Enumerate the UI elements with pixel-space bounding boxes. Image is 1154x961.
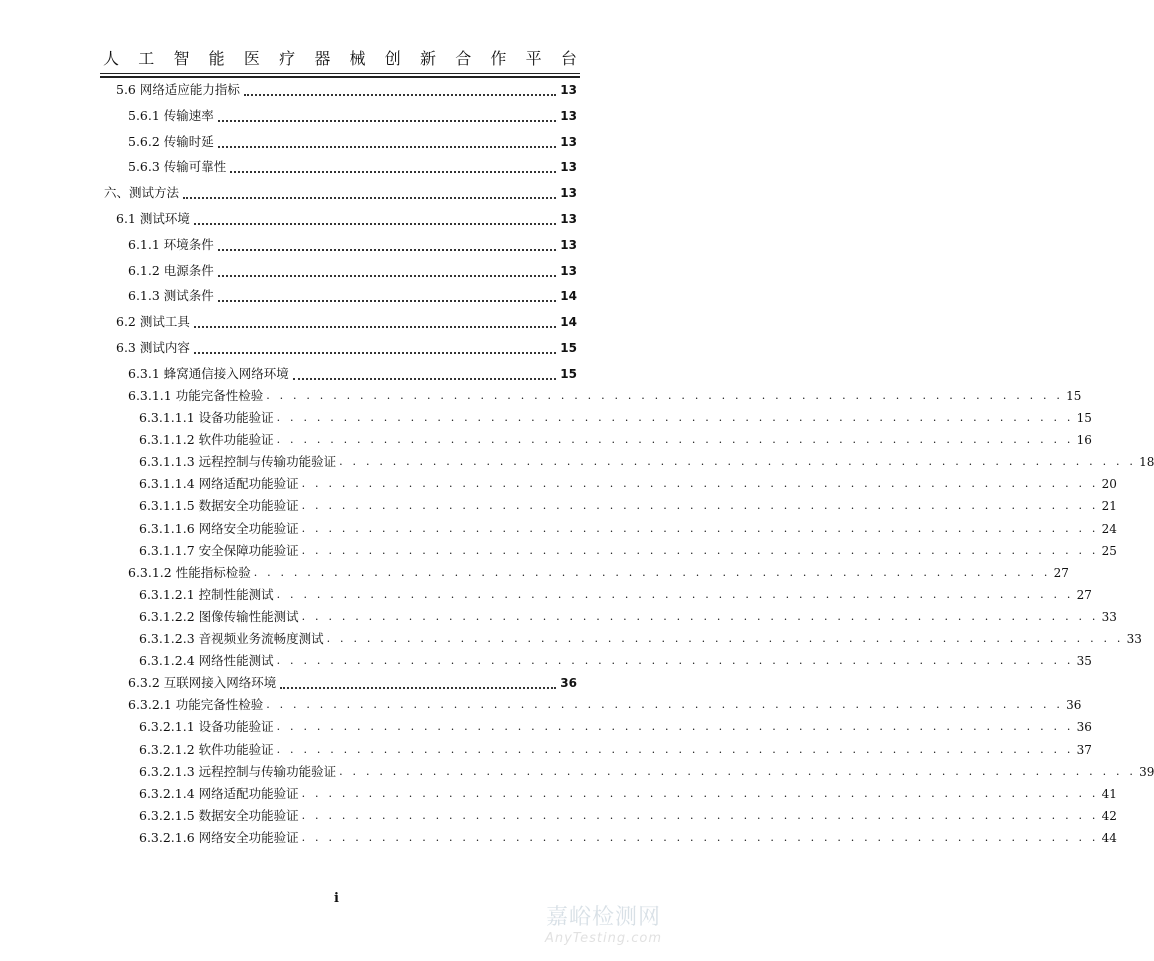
toc-entry-page: 33 xyxy=(1101,609,1117,624)
toc-entry-number: 6.3.2 xyxy=(128,675,164,691)
toc-entry[interactable] xyxy=(128,564,1069,582)
toc-entry-title: 测试条件 xyxy=(163,288,214,304)
toc-entry-number: 6.3.1.2.4 xyxy=(139,653,199,669)
page-number: i xyxy=(334,891,339,906)
toc-entry[interactable] xyxy=(116,339,577,357)
toc-entry-page: 36 xyxy=(560,676,577,691)
toc-entry-page: 13 xyxy=(560,263,577,278)
toc-dot-leader: . . . . . . . . . . . . . . . . . . . . . . . . . . . . . . . . . . . . . . . . . . . . . . . . . . . . . . . . . . . . xyxy=(339,764,1137,778)
toc-entry[interactable] xyxy=(128,262,577,280)
header-char: 合 xyxy=(455,49,472,68)
toc-entry-page: 25 xyxy=(1101,543,1117,558)
toc-entry[interactable] xyxy=(139,652,1092,670)
toc-entry-title: 互联网接入网络环境 xyxy=(163,675,277,691)
toc-entry-number: 6.1 xyxy=(116,211,140,226)
toc-entry-page: 13 xyxy=(560,108,577,123)
toc-dot-leader: . . . . . . . . . . . . . . . . . . . . . . . . . . . . . . . . . . . . . . . . . . . . . . . . . . . . . . . . . . . . xyxy=(276,587,1074,601)
toc-dot-leader: . . . . . . . . . . . . . . . . . . . . . . . . . . . . . . . . . . . . . . . . . . . . . . . . . . . . . . . . . . . . xyxy=(301,543,1099,557)
toc-entry-page: 13 xyxy=(560,160,577,175)
toc-dot-leader xyxy=(218,132,557,148)
watermark-en: AnyTesting.com xyxy=(544,931,662,946)
toc-entry-title: 控制性能测试 xyxy=(198,586,274,602)
toc-entry-number: 6.3.2.1.1 xyxy=(139,719,199,735)
toc-entry-title: 测试内容 xyxy=(139,340,190,355)
toc-dot-leader: . . . . . . . . . . . . . . . . . . . . . . . . . . . . . . . . . . . . . . . . . . . . . . . . . . . . . . . . . . . . xyxy=(301,808,1099,822)
toc-dot-leader xyxy=(194,312,556,328)
toc-entry[interactable] xyxy=(128,696,1082,714)
toc-entry-page: 14 xyxy=(560,289,577,304)
toc-entry[interactable] xyxy=(128,133,577,151)
toc-dot-leader xyxy=(280,673,556,689)
toc-entry-page: 13 xyxy=(560,186,577,201)
toc-entry-page: 41 xyxy=(1101,786,1117,801)
toc-dot-leader: . . . . . . . . . . . . . . . . . . . . . . . . . . . . . . . . . . . . . . . . . . . . . . . . . . . . . . . . . . . . xyxy=(301,499,1099,513)
toc-dot-leader xyxy=(194,209,556,225)
toc-entry[interactable] xyxy=(139,718,1092,736)
toc-dot-leader xyxy=(194,338,556,354)
header-char: 创 xyxy=(384,49,401,68)
toc-entry-title: 网络适配功能验证 xyxy=(198,476,299,492)
toc-entry-page: 39 xyxy=(1139,764,1154,779)
toc-entry-title: 网络安全功能验证 xyxy=(198,829,299,845)
toc-entry-number: 6.3.1.2.2 xyxy=(139,608,199,624)
toc-dot-leader: . . . . . . . . . . . . . . . . . . . . . . . . . . . . . . . . . . . . . . . . . . . . . . . . . . . . . . . . . . . . xyxy=(266,698,1064,712)
toc-entry-number: 6.3.1.1 xyxy=(128,387,176,403)
header-char: 疗 xyxy=(279,49,296,68)
toc-entry[interactable] xyxy=(139,630,1142,648)
header-char: 智 xyxy=(173,49,190,68)
toc-dot-leader xyxy=(218,286,557,302)
toc-entry-number: 6.3.1.2.3 xyxy=(139,631,199,646)
toc-entry[interactable] xyxy=(139,829,1117,847)
toc-entry-title: 蜂窝通信接入网络环境 xyxy=(163,365,289,381)
toc-entry[interactable] xyxy=(128,107,577,125)
toc-entry[interactable] xyxy=(128,365,577,383)
toc-entry-number: 6.1.3 xyxy=(128,288,164,304)
toc-entry-page: 13 xyxy=(560,134,577,149)
toc-entry[interactable] xyxy=(116,313,577,331)
toc-entry-page: 27 xyxy=(1076,587,1092,602)
toc-entry[interactable] xyxy=(116,81,577,99)
toc-entry-title: 软件功能验证 xyxy=(198,741,274,757)
toc-entry-number: 6.3.2.1.4 xyxy=(139,785,199,801)
toc-entry-number: 5.6.2 xyxy=(128,133,164,149)
toc-entry-title: 传输可靠性 xyxy=(163,159,227,175)
toc-entry-page: 21 xyxy=(1101,499,1117,514)
toc-entry-number: 6.3.2.1 xyxy=(128,697,176,713)
toc-entry-number: 6.3.1.2.1 xyxy=(139,586,199,602)
toc-dot-leader: . . . . . . . . . . . . . . . . . . . . . . . . . . . . . . . . . . . . . . . . . . . . . . . . . . . . . . . . . . . . xyxy=(253,565,1051,579)
toc-entry-page: 14 xyxy=(560,315,577,330)
toc-entry-title: 六、测试方法 xyxy=(104,185,180,201)
toc-entry-page: 13 xyxy=(560,237,577,252)
toc-entry[interactable] xyxy=(139,453,1154,471)
toc-entry-title: 测试工具 xyxy=(139,314,190,330)
header-char: 医 xyxy=(243,49,260,68)
toc-dot-leader xyxy=(218,261,557,277)
toc-entry-page: 36 xyxy=(1066,698,1082,713)
toc-dot-leader: . . . . . . . . . . . . . . . . . . . . . . . . . . . . . . . . . . . . . . . . . . . . . . . . . . . . . . . . . . . . xyxy=(339,455,1137,469)
toc-dot-leader: . . . . . . . . . . . . . . . . . . . . . . . . . . . . . . . . . . . . . . . . . . . . . . . . . . . . . . . . . . . . xyxy=(301,609,1099,623)
toc-entry[interactable] xyxy=(128,287,577,305)
toc-entry-title: 测试环境 xyxy=(139,211,190,226)
toc-dot-leader: . . . . . . . . . . . . . . . . . . . . . . . . . . . . . . . . . . . . . . . . . . . . . . . . . . . . . . . . . . . . xyxy=(301,521,1099,535)
toc-entry-page: 33 xyxy=(1126,632,1142,646)
toc-entry[interactable] xyxy=(128,158,577,176)
toc-entry-title: 网络适配功能验证 xyxy=(198,785,299,801)
header-char: 能 xyxy=(208,49,225,68)
header-char: 械 xyxy=(349,49,366,68)
toc-entry-page: 13 xyxy=(560,83,577,97)
toc-entry-number: 6.3.1.2 xyxy=(128,564,176,580)
toc-entry[interactable] xyxy=(139,542,1117,560)
toc-entry-number: 6.3.1.1.7 xyxy=(139,542,199,558)
toc-entry-title: 安全保障功能验证 xyxy=(198,542,299,558)
toc-entry-title: 网络安全功能验证 xyxy=(198,520,299,536)
toc-entry[interactable] xyxy=(139,763,1154,781)
toc-entry[interactable] xyxy=(139,807,1117,825)
toc-entry-title: 数据安全功能验证 xyxy=(198,498,299,514)
toc-entry-number: 6.3.1.1.4 xyxy=(139,476,199,492)
header-char: 作 xyxy=(490,49,507,68)
toc-entry-page: 13 xyxy=(560,212,577,226)
toc-entry-number: 6.3.2.1.2 xyxy=(139,741,199,757)
toc-dot-leader xyxy=(218,106,557,122)
toc-entry-number: 6.3.1.1.3 xyxy=(139,454,199,470)
toc-entry-title: 远程控制与传输功能验证 xyxy=(198,454,337,470)
toc-dot-leader: . . . . . . . . . . . . . . . . . . . . . . . . . . . . . . . . . . . . . . . . . . . . . . . . . . . . . . . . . . . . xyxy=(276,433,1074,447)
toc-dot-leader: . . . . . . . . . . . . . . . . . . . . . . . . . . . . . . . . . . . . . . . . . . . . . . . . . . . . . . . . . . . . xyxy=(326,632,1124,645)
toc-entry-number: 6.1.2 xyxy=(128,262,164,278)
toc-dot-leader xyxy=(218,235,557,251)
toc-entry-title: 网络性能测试 xyxy=(198,653,274,669)
toc-entry[interactable] xyxy=(139,431,1092,449)
toc-entry[interactable] xyxy=(139,475,1117,493)
toc-dot-leader: . . . . . . . . . . . . . . . . . . . . . . . . . . . . . . . . . . . . . . . . . . . . . . . . . . . . . . . . . . . . xyxy=(276,411,1074,424)
toc-dot-leader: . . . . . . . . . . . . . . . . . . . . . . . . . . . . . . . . . . . . . . . . . . . . . . . . . . . . . . . . . . . . xyxy=(266,388,1064,402)
toc-entry[interactable] xyxy=(128,674,577,692)
toc-entry-title: 设备功能验证 xyxy=(198,410,274,425)
toc-entry[interactable] xyxy=(139,520,1117,538)
toc-entry-number: 6.3.2.1.6 xyxy=(139,829,199,845)
toc-dot-leader xyxy=(293,364,557,380)
toc-entry-number: 6.3.1.1.2 xyxy=(139,432,199,448)
toc-dot-leader: . . . . . . . . . . . . . . . . . . . . . . . . . . . . . . . . . . . . . . . . . . . . . . . . . . . . . . . . . . . . xyxy=(276,720,1074,734)
toc-entry-title: 传输速率 xyxy=(163,107,214,123)
toc-entry-title: 性能指标检验 xyxy=(175,564,251,580)
header-rule-thin xyxy=(100,73,580,74)
toc-entry[interactable] xyxy=(128,236,577,254)
toc-entry-number: 6.3.2.1.3 xyxy=(139,763,199,779)
toc-entry-number: 6.1.1 xyxy=(128,236,164,252)
toc-entry-title: 功能完备性检验 xyxy=(175,697,264,713)
toc-dot-leader: . . . . . . . . . . . . . . . . . . . . . . . . . . . . . . . . . . . . . . . . . . . . . . . . . . . . . . . . . . . . xyxy=(301,477,1099,491)
toc-entry[interactable] xyxy=(139,497,1117,515)
toc-entry-title: 网络适应能力指标 xyxy=(139,82,240,97)
toc-entry-page: 35 xyxy=(1076,654,1092,669)
toc-entry-page: 36 xyxy=(1076,720,1092,735)
toc-entry-page: 42 xyxy=(1101,808,1117,823)
toc-entry-number: 6.3.1.1.1 xyxy=(139,410,199,425)
toc-entry-title: 电源条件 xyxy=(163,262,214,278)
toc-entry-title: 远程控制与传输功能验证 xyxy=(198,763,337,779)
toc-dot-leader: . . . . . . . . . . . . . . . . . . . . . . . . . . . . . . . . . . . . . . . . . . . . . . . . . . . . . . . . . . . . xyxy=(301,830,1099,844)
watermark-cn: 嘉峪检测网 xyxy=(545,905,661,930)
toc-dot-leader xyxy=(183,183,556,199)
toc-entry[interactable] xyxy=(128,387,1082,405)
toc-entry-page: 18 xyxy=(1139,455,1154,470)
toc-entry-number: 6.3.2.1.5 xyxy=(139,807,199,823)
watermark xyxy=(545,900,662,946)
toc-entry-page: 15 xyxy=(1076,411,1092,425)
toc-dot-leader xyxy=(230,157,556,173)
toc-dot-leader: . . . . . . . . . . . . . . . . . . . . . . . . . . . . . . . . . . . . . . . . . . . . . . . . . . . . . . . . . . . . xyxy=(301,786,1099,800)
header-char: 工 xyxy=(138,49,155,68)
toc-entry[interactable] xyxy=(139,785,1117,803)
toc-entry-number: 5.6.3 xyxy=(128,159,164,175)
toc-entry-number: 6.3.1 xyxy=(128,365,164,381)
toc-entry-number: 6.2 xyxy=(116,314,140,330)
toc-entry-page: 20 xyxy=(1101,477,1117,492)
toc-entry-number: 6.3.1.1.6 xyxy=(139,520,199,536)
toc-entry[interactable] xyxy=(139,608,1117,626)
toc-dot-leader xyxy=(244,80,556,96)
toc-entry-title: 功能完备性检验 xyxy=(175,387,264,403)
toc-entry[interactable] xyxy=(139,409,1092,427)
toc-entry-title: 图像传输性能测试 xyxy=(198,608,299,624)
running-header xyxy=(100,46,580,69)
toc-entry[interactable] xyxy=(116,210,577,228)
toc-entry-title: 传输时延 xyxy=(163,133,214,149)
toc-dot-leader: . . . . . . . . . . . . . . . . . . . . . . . . . . . . . . . . . . . . . . . . . . . . . . . . . . . . . . . . . . . . xyxy=(276,742,1074,756)
toc-entry-page: 16 xyxy=(1076,433,1092,448)
toc-entry-page: 24 xyxy=(1101,521,1117,536)
toc-entry-title: 环境条件 xyxy=(163,236,214,252)
toc-entry-page: 15 xyxy=(560,341,577,355)
header-title xyxy=(100,46,580,69)
toc-entry[interactable] xyxy=(104,184,577,202)
header-rule-thick xyxy=(100,76,580,78)
toc-entry-title: 音视频业务流畅度测试 xyxy=(198,631,324,646)
toc-entry-page: 44 xyxy=(1101,830,1117,845)
toc-dot-leader: . . . . . . . . . . . . . . . . . . . . . . . . . . . . . . . . . . . . . . . . . . . . . . . . . . . . . . . . . . . . xyxy=(276,654,1074,668)
toc-entry-title: 数据安全功能验证 xyxy=(198,807,299,823)
toc-entry-number: 6.3 xyxy=(116,340,140,355)
toc-entry-page: 37 xyxy=(1076,742,1092,757)
toc-entry-number: 6.3.1.1.5 xyxy=(139,498,199,514)
header-char: 平 xyxy=(525,49,542,68)
toc-entry-title: 设备功能验证 xyxy=(198,719,274,735)
toc-entry-number: 5.6.1 xyxy=(128,107,164,123)
toc-entry[interactable] xyxy=(139,586,1092,604)
toc-entry-page: 15 xyxy=(1066,388,1082,403)
toc-entry-title: 软件功能验证 xyxy=(198,432,274,448)
header-char: 台 xyxy=(560,49,577,68)
toc-entry[interactable] xyxy=(139,741,1092,759)
toc-entry-page: 15 xyxy=(560,366,577,381)
toc-entry-page: 27 xyxy=(1053,565,1069,580)
header-char: 新 xyxy=(419,49,436,68)
toc-entry-number: 5.6 xyxy=(116,82,140,97)
header-char: 器 xyxy=(314,49,331,68)
header-char: 人 xyxy=(103,49,120,68)
